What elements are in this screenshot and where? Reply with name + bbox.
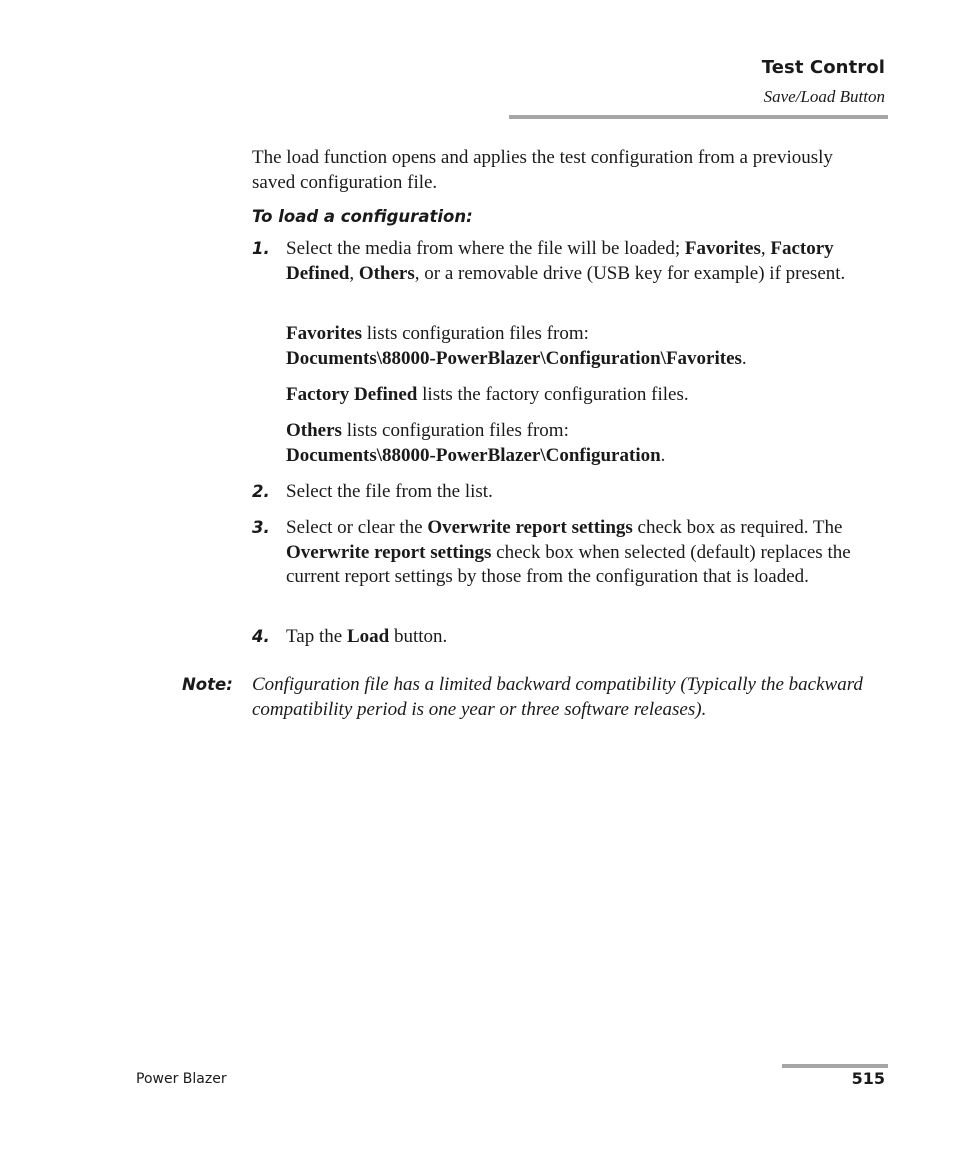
others-term: Others (286, 420, 342, 441)
page-number: 515 (851, 1069, 885, 1088)
intro-paragraph: The load function opens and applies the test configuration from a previously saved configuration file. (252, 147, 833, 193)
note-label: Note: (182, 675, 233, 694)
step-2 (252, 480, 888, 505)
step-text: Tap the Load button. (286, 626, 448, 647)
step-1 (252, 237, 888, 286)
step-text: Select the file from the list. (286, 481, 493, 502)
step-number: 1. (252, 239, 270, 258)
factory-defined-detail: Factory Defined lists the factory configuration files. (286, 384, 689, 405)
header-rule (509, 115, 888, 119)
favorites-term: Favorites (286, 323, 362, 344)
others-path: Documents\88000-PowerBlazer\Configuration (286, 444, 661, 466)
footer-rule (782, 1064, 888, 1068)
section-title: Test Control (761, 57, 885, 78)
section-subtitle: Save/Load Button (763, 87, 885, 106)
step-text: Select the media from where the file will be loaded; Favorites, Factory Defined, Others, or a removable drive (USB key for example) if present. (286, 238, 846, 284)
favorites-detail: Favorites lists configuration files from: Documents\88000-PowerBlazer\Configuration\Favorites. (286, 323, 747, 369)
favorites-path: Documents\88000-PowerBlazer\Configuration\Favorites (286, 347, 742, 369)
step-text: Select or clear the Overwrite report settings check box as required. The Overwrite report settings check box when selected (default) replaces the current report settings by those from the configuration that is loaded. (286, 517, 851, 587)
step-4 (252, 625, 888, 650)
footer-product-name: Power Blazer (136, 1071, 227, 1087)
note-text: Configuration file has a limited backward compatibility (Typically the backward compatibility period is one year or three software releases). (252, 674, 863, 720)
step-number: 3. (252, 518, 270, 537)
procedure-heading: To load a configuration: (252, 207, 473, 226)
step-3 (252, 516, 888, 590)
step-number: 4. (252, 627, 270, 646)
factory-defined-term: Factory Defined (286, 384, 418, 405)
step-number: 2. (252, 482, 270, 501)
others-detail: Others lists configuration files from: Documents\88000-PowerBlazer\Configuration. (286, 420, 666, 466)
